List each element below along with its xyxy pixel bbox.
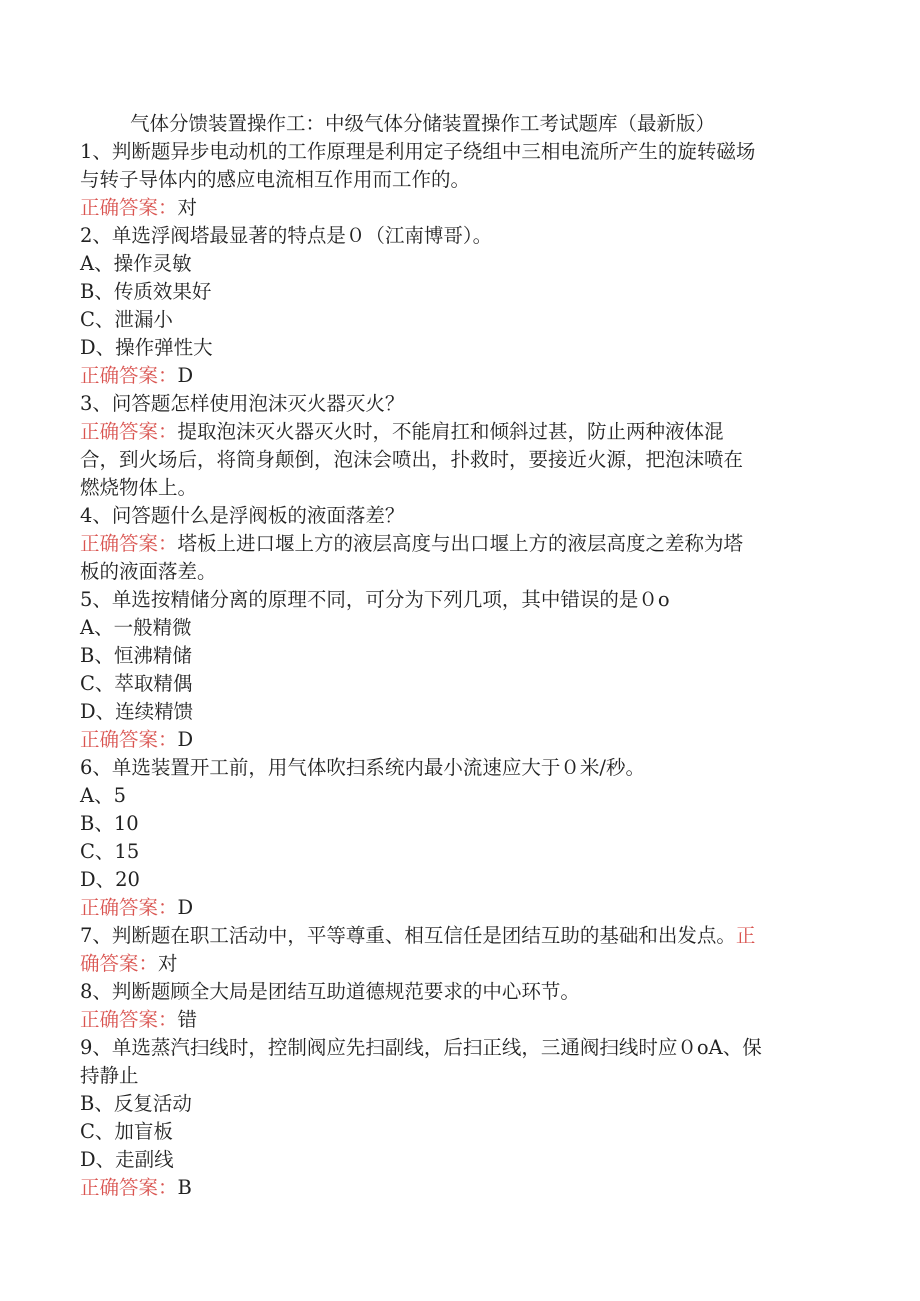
option-d: D、20	[80, 868, 140, 891]
answer-line	[80, 530, 830, 558]
option-b: B、反复活动	[80, 1092, 192, 1115]
answer-label: 正确答案：	[80, 420, 178, 443]
answer-label: 正确答案：	[80, 1008, 178, 1031]
answer-line	[80, 1174, 830, 1202]
question-text-cont: 与转子导体内的感应电流相互作用而工作的。	[80, 168, 471, 191]
question-text: 1、判断题异步电动机的工作原理是利用定子绕组中三相电流所产生的旋转磁场	[80, 140, 756, 163]
answer-label: 正确答案：	[80, 896, 178, 919]
answer-value: D	[177, 364, 194, 387]
option-d: D、连续精馈	[80, 700, 194, 723]
option-c: C、萃取精偶	[80, 672, 193, 695]
option-a: A、操作灵敏	[80, 252, 192, 275]
document-page	[80, 110, 830, 1202]
option-a: A、5	[80, 784, 126, 807]
answer-label: 正确答案：	[80, 532, 178, 555]
question-text: 9、单选蒸汽扫线时，控制阀应先扫副线，后扫正线，三通阀扫线时应０oA、保	[80, 1036, 762, 1059]
option-d: D、走副线	[80, 1148, 174, 1171]
answer-line	[80, 362, 830, 390]
answer-line	[80, 894, 830, 922]
question-text: 4、问答题什么是浮阀板的液面落差？	[80, 504, 405, 527]
answer-value: 错	[177, 1008, 198, 1031]
answer-label: 正确答案：	[80, 728, 178, 751]
answer-text-cont: 合，到火场后，将筒身颠倒，泡沫会喷出，扑救时，要接近火源，把泡沫喷在	[80, 448, 744, 471]
question-text: 3、问答题怎样使用泡沫灭火器灭火？	[80, 392, 405, 415]
question-text: 5、单选按精储分离的原理不同，可分为下列几项，其中错误的是０o	[80, 588, 670, 611]
answer-line	[80, 726, 830, 754]
option-d: D、操作弹性大	[80, 336, 213, 359]
answer-label-part: 正	[735, 924, 756, 947]
question-text: 2、单选浮阀塔最显著的特点是０（江南博哥）。	[80, 224, 493, 247]
option-b: B、传质效果好	[80, 280, 212, 303]
answer-value: 塔板上进口堰上方的液层高度与出口堰上方的液层高度之差称为塔	[177, 532, 744, 555]
option-b: B、10	[80, 812, 139, 835]
question-7	[80, 922, 830, 978]
document-title: 气体分馈装置操作工：中级气体分储装置操作工考试题库（最新版）	[130, 112, 716, 135]
question-4	[80, 502, 830, 586]
answer-line	[80, 194, 830, 222]
question-8	[80, 978, 830, 1034]
option-c: C、加盲板	[80, 1120, 173, 1143]
question-3	[80, 390, 830, 502]
answer-line	[80, 1006, 830, 1034]
answer-value: 提取泡沫灭火器灭火时，不能肩扛和倾斜过甚，防止两种液体混	[177, 420, 724, 443]
question-6	[80, 754, 830, 922]
question-9	[80, 1034, 830, 1202]
option-c: C、15	[80, 840, 140, 863]
option-a: A、一般精微	[80, 616, 192, 639]
question-2	[80, 222, 830, 390]
answer-value: 对	[177, 196, 198, 219]
option-c: C、泄漏小	[80, 308, 173, 331]
answer-line	[80, 950, 830, 978]
question-5	[80, 586, 830, 754]
answer-label: 正确答案：	[80, 364, 178, 387]
answer-value: B	[177, 1176, 192, 1199]
answer-label: 正确答案：	[80, 1176, 178, 1199]
answer-label: 正确答案：	[80, 196, 178, 219]
answer-text-cont: 板的液面落差。	[80, 560, 217, 583]
answer-value: 对	[158, 952, 178, 975]
answer-line	[80, 418, 830, 446]
answer-text-cont: 燃烧物体上。	[80, 476, 198, 499]
question-text: 8、判断题顾全大局是团结互助道德规范要求的中心环节。	[80, 980, 580, 1003]
question-text-cont: 持静止	[80, 1064, 139, 1087]
question-1	[80, 138, 830, 222]
question-text	[80, 922, 830, 950]
answer-value: D	[177, 896, 194, 919]
question-text: 6、单选装置开工前，用气体吹扫系统内最小流速应大于０米/秒。	[80, 756, 645, 779]
question-text-body: 7、判断题在职工活动中，平等尊重、相互信任是团结互助的基础和出发点。	[80, 924, 736, 947]
option-b: B、恒沸精储	[80, 644, 192, 667]
answer-label-rest: 确答案：	[80, 952, 159, 975]
answer-value: D	[177, 728, 194, 751]
